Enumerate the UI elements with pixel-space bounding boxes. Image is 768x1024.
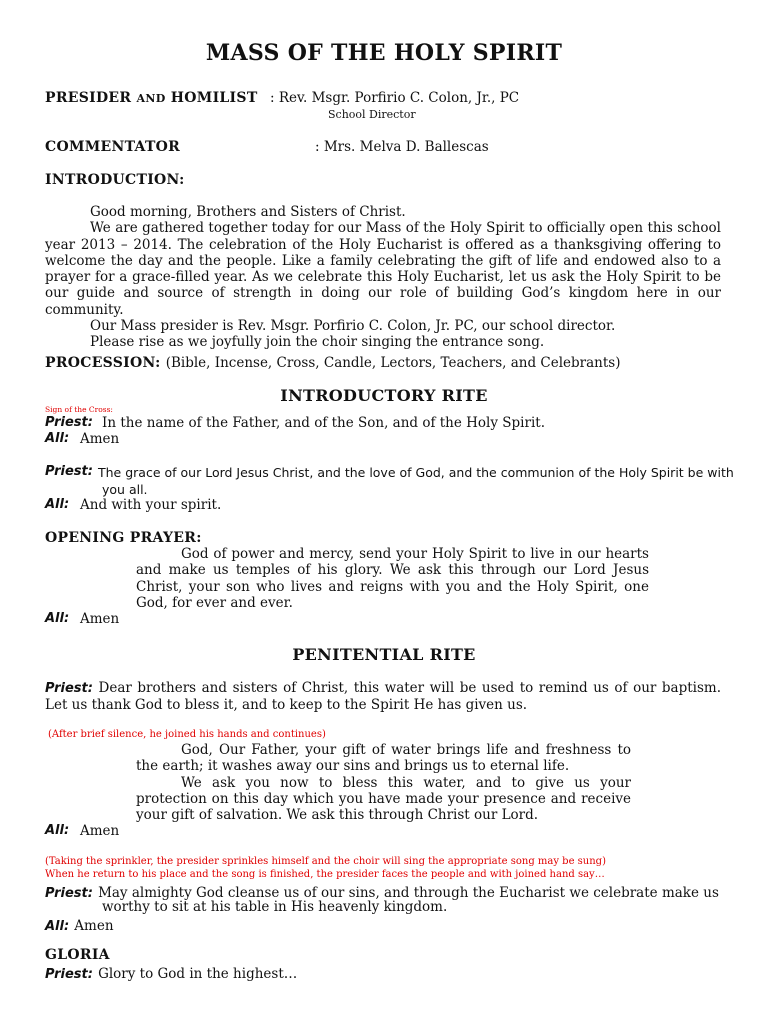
procession-text: (Bible, Incense, Cross, Candle, Lectors, Teachers, and Celebrants) (165, 355, 621, 371)
sign-of-cross-note: Sign of the Cross: (45, 405, 113, 414)
all-label: All: (45, 611, 70, 626)
penitential-priest-2: Priest: May almighty God cleanse us of our sins, and through the Eucharist we celebrate make us (45, 885, 719, 901)
penitential-priest-2b: worthy to sit at his table in His heavenly kingdom. (102, 899, 448, 915)
all-response-2: And with your spirit. (80, 497, 222, 513)
gloria-priest: Priest: Glory to God in the highest… (45, 966, 298, 982)
commentator-value: : Mrs. Melva D. Ballescas (315, 139, 489, 155)
penitential-priest-body: Dear brothers and sisters of Christ, this water will be used to remind us of our baptism. Let us thank God to bless it, and to keep to the Spirit He has given us. (45, 680, 721, 714)
penitential-note-3: When he return to his place and the song is finished, the presider faces the people and with joined hand say… (45, 869, 605, 880)
penitential-prayer (136, 742, 631, 823)
gloria-heading: GLORIA (45, 947, 110, 963)
all-label: All: (45, 497, 70, 512)
commentator-label: COMMENTATOR (45, 139, 181, 155)
introduction-p1: Good morning, Brothers and Sisters of Christ. (90, 204, 406, 220)
presider-value: : Rev. Msgr. Porfirio C. Colon, Jr., PC (270, 90, 520, 106)
gloria-text: Glory to God in the highest… (98, 966, 298, 982)
procession (45, 352, 620, 371)
priest-label: Priest (45, 886, 88, 901)
penitential-note-1: (After brief silence, he joined his hands and continues) (48, 729, 326, 740)
presider-label (45, 90, 258, 106)
penitential-rite-heading: PENITENTIAL RITE (292, 645, 476, 664)
opening-prayer-response: Amen (80, 611, 120, 627)
opening-prayer-text (136, 546, 649, 611)
all-label: All (45, 919, 64, 934)
presider-label-a: PRESIDER (45, 90, 132, 106)
all-label: All: (45, 823, 70, 838)
opening-prayer-heading: OPENING PRAYER: (45, 530, 202, 546)
penitential-prayer-p1: God, Our Father, your gift of water brings life and freshness to the earth; it washes away our sins and brings us to eternal life. (136, 742, 631, 775)
opening-prayer-body: God of power and mercy, send your Holy Spirit to live in our hearts and make us temples of his glory. We ask this through our Lord Jesus Christ, your son who lives and reigns with you and the Holy Spirit, one God, for ever and ever. (136, 546, 649, 611)
penitential-response-1: Amen (80, 823, 120, 839)
penitential-priest-2a: May almighty God cleanse us of our sins, and through the Eucharist we celebrate make us (98, 885, 719, 901)
introduction-p2: We are gathered together today for our Mass of the Holy Spirit to officially open this school year 2013 – 2014. The celebration of the Holy Eucharist is offered as a thanksgiving offering to welcome the day and the people. Like a family celebrating the gift of life and endowed also to a prayer for a grace-filled year. As we celebrate this Holy Eucharist, let us ask the Holy Spirit to be our guide and source of strength in doing our role of building God’s kingdom here in our community. (45, 220, 721, 318)
penitential-note-2: (Taking the sprinkler, the presider sprinkles himself and the choir will sing the appropriate song may be sung) (45, 856, 606, 867)
introduction-p3: Our Mass presider is Rev. Msgr. Porfirio C. Colon, Jr. PC, our school director. (90, 318, 616, 335)
introduction-p4: Please rise as we joyfully join the choir singing the entrance song. (90, 334, 545, 351)
priest-label: Priest: (45, 464, 93, 479)
introduction-heading: INTRODUCTION: (45, 172, 185, 188)
priest-label: Priest: (45, 681, 93, 696)
all-response-1: Amen (80, 431, 120, 447)
introductory-rite-heading: INTRODUCTORY RITE (280, 386, 488, 405)
all-label: All: (45, 431, 70, 446)
procession-label: PROCESSION: (45, 355, 161, 371)
priest-line-2b: you all. (102, 482, 148, 497)
penitential-all-2: All: Amen (45, 918, 114, 934)
priest-line-1: In the name of the Father, and of the Son, and of the Holy Spirit. (102, 415, 545, 431)
penitential-prayer-p2: We ask you now to bless this water, and to give us your protection on this day which you have made your presence and receive your gift of salvation. We ask this through Christ our Lord. (136, 774, 631, 824)
priest-label: Priest (45, 967, 88, 982)
presider-label-b: HOMILIST (170, 90, 258, 106)
priest-label: Priest: (45, 415, 93, 430)
page-title: MASS OF THE HOLY SPIRIT (205, 40, 563, 66)
penitential-response-2: Amen (74, 918, 114, 934)
penitential-priest-text (45, 680, 721, 714)
priest-line-2a: The grace of our Lord Jesus Christ, and the love of God, and the communion of the Holy Spirit be with (98, 465, 734, 480)
presider-label-and: AND (136, 92, 166, 105)
presider-subtitle: School Director (328, 108, 416, 121)
introduction-text (45, 204, 721, 351)
